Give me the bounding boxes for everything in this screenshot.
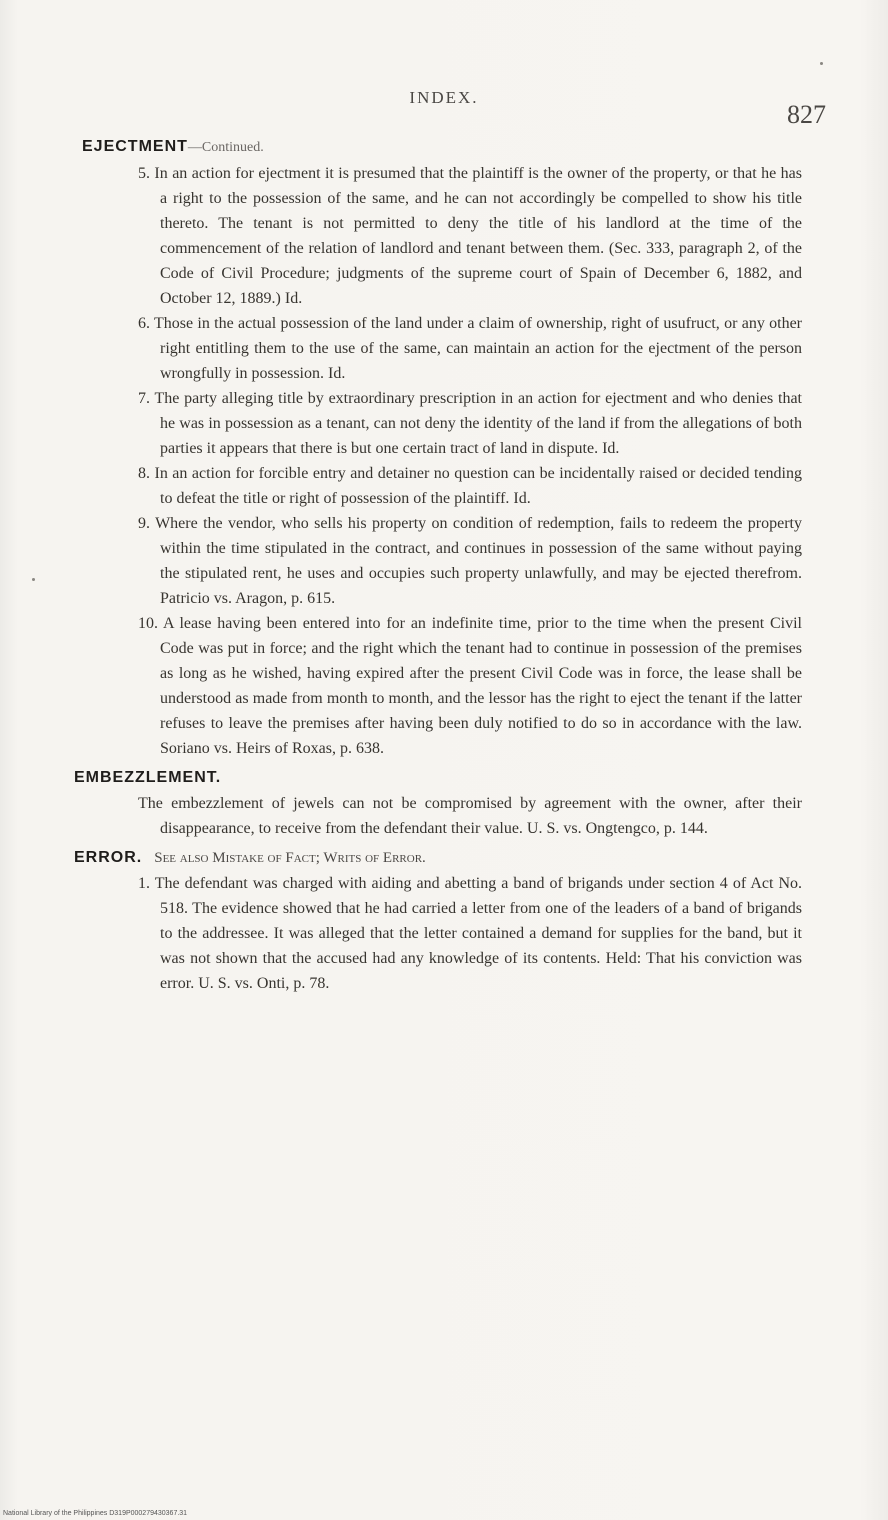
ejectment-entry-8: 8. In an action for forcible entry and detainer no question can be incidentally raised or decided tending to defeat the title or right of possession of the plaintiff. Id. <box>138 465 802 507</box>
ejectment-entry-10: 10. A lease having been entered into for an indefinite time, prior to the time when the present Civil Code was put in force; and the right which the tenant had to continue in possession of the premises as long as he wished, having expired after the present Civil Code was in force, the lease shall be understood as made from month to month, and the lessor has the right to eject the tenant if the latter refuses to leave the premises after having been duly notified to do so in accordance with the law. Soriano vs. Heirs of Roxas, p. 638. <box>138 615 802 757</box>
ejectment-entry-9: 9. Where the vendor, who sells his property on condition of redemption, fails to redeem the property within the time stipulated in the contract, and continues in possession of the same without paying the stipulated rent, he uses and occupies such property unlawfully, and may be ejected therefrom. Patricio vs. Aragon, p. 615. <box>138 515 802 607</box>
scan-speck <box>820 62 823 65</box>
scan-speck <box>32 578 35 581</box>
ejectment-entry-7: 7. The party alleging title by extraordinary prescription in an action for ejectment and who denies that he was in possession as a tenant, can not deny the identity of the land if from the allegations of both parties it appears that there is but one certain tract of land in dispute. Id. <box>138 390 802 457</box>
running-head: INDEX. <box>409 88 479 107</box>
scan-credit: National Library of the Philippines D319P000279430367.31 <box>3 1510 188 1517</box>
heading-error-label: ERROR. <box>74 849 143 866</box>
ejectment-entry-6: 6. Those in the actual possession of the land under a claim of ownership, right of usufruct, or any other right entitling them to the use of the same, can maintain an action for the ejectment of the person wrongfully in possession. Id. <box>138 315 802 382</box>
see-also-reference: See also Mistake of Fact; Writs of Error. <box>154 850 426 866</box>
embezzlement-entry: The embezzlement of jewels can not be compromised by agreement with the owner, after their disappearance, to receive from the defendant their value. U. S. vs. Ongtengco, p. 144. <box>138 795 802 837</box>
heading-ejectment-label: EJECTMENT <box>82 138 188 155</box>
ejectment-entry-5: 5. In an action for ejectment it is presumed that the plaintiff is the owner of the property, or that he has a right to the possession of the same, and he can not accordingly be compelled to show his title thereto. The tenant is not permitted to deny the title of his landlord at the time of the commencement of the relation of landlord and tenant between them. (Sec. 333, paragraph 2, of the Code of Civil Procedure; judgments of the supreme court of Spain of December 6, 1882, and October 12, 1889.) Id. <box>138 165 802 307</box>
error-entry-1: 1. The defendant was charged with aiding and abetting a band of brigands under section 4 of Act No. 518. The evidence showed that he had carried a letter from one of the leaders of a band of brigands to the addressee. It was alleged that the letter contained a demand for supplies for the band, but it was not shown that the accused had any knowledge of its contents. Held: That his conviction was error. U. S. vs. Onti, p. 78. <box>138 875 802 992</box>
continued-label: —Continued. <box>187 140 264 155</box>
section-heading-embezzlement: EMBEZZLEMENT. <box>74 769 222 786</box>
section-heading-error <box>74 845 802 871</box>
section-heading-ejectment <box>82 134 802 161</box>
index-content <box>74 134 802 996</box>
page-number: 827 <box>787 100 826 129</box>
